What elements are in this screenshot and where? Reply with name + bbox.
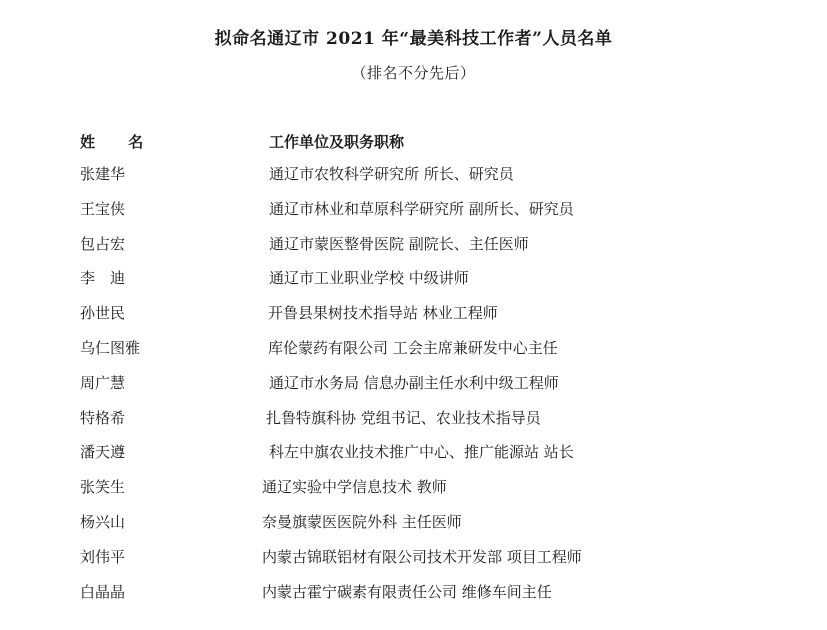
person-unit: 通辽市水务局 信息办副主任水利中级工程师 <box>269 373 559 392</box>
table-header <box>0 131 827 153</box>
person-name: 包占宏 <box>80 234 126 253</box>
person-unit: 内蒙古锦联铝材有限公司技术开发部 项目工程师 <box>262 547 582 566</box>
person-name: 杨兴山 <box>80 512 126 531</box>
list-item <box>0 303 827 338</box>
person-unit: 通辽市蒙医整骨医院 副院长、主任医师 <box>269 234 529 253</box>
person-name: 张建华 <box>80 165 126 183</box>
person-unit: 通辽市农牧科学研究所 所长、研究员 <box>269 165 514 183</box>
list-item <box>0 582 827 617</box>
person-name: 白晶晶 <box>80 582 126 601</box>
person-name: 特格希 <box>80 408 126 427</box>
person-unit: 开鲁县果树技术指导站 林业工程师 <box>268 304 498 323</box>
person-unit: 内蒙古霍宁碳素有限责任公司 维修车间主任 <box>262 582 552 601</box>
person-name: 周广慧 <box>80 373 126 392</box>
person-name: 王宝侠 <box>80 199 126 218</box>
person-unit: 库伦蒙药有限公司 工会主席兼研发中心主任 <box>268 338 558 357</box>
person-name: 刘伟平 <box>80 547 126 566</box>
person-unit: 通辽市工业职业学校 中级讲师 <box>269 269 469 288</box>
list-item <box>0 477 827 512</box>
document-title: 拟命名通辽市 2021 年“最美科技工作者”人员名单 <box>214 29 613 49</box>
name-list <box>0 164 827 616</box>
header-name: 姓 名 <box>80 133 158 151</box>
list-item <box>0 442 827 477</box>
list-item <box>0 408 827 443</box>
document-subtitle: （排名不分先后） <box>351 64 476 82</box>
person-name: 潘天遵 <box>80 443 126 462</box>
person-name: 李 迪 <box>80 269 126 288</box>
list-item <box>0 234 827 269</box>
list-item <box>0 338 827 373</box>
list-item <box>0 164 827 199</box>
person-unit: 奈曼旗蒙医医院外科 主任医师 <box>262 512 462 531</box>
list-item <box>0 512 827 547</box>
header-unit: 工作单位及职务职称 <box>269 133 405 151</box>
list-item <box>0 373 827 408</box>
person-name: 乌仁图雅 <box>80 338 141 357</box>
person-unit: 科左中旗农业技术推广中心、推广能源站 站长 <box>269 443 574 462</box>
person-unit: 通辽市林业和草原科学研究所 副所长、研究员 <box>269 199 574 218</box>
person-name: 孙世民 <box>80 304 126 323</box>
person-unit: 扎鲁特旗科协 党组书记、农业技术指导员 <box>266 408 541 427</box>
list-item <box>0 547 827 582</box>
list-item <box>0 199 827 234</box>
person-unit: 通辽实验中学信息技术 教师 <box>262 478 447 497</box>
list-item <box>0 268 827 303</box>
person-name: 张笑生 <box>80 478 126 497</box>
